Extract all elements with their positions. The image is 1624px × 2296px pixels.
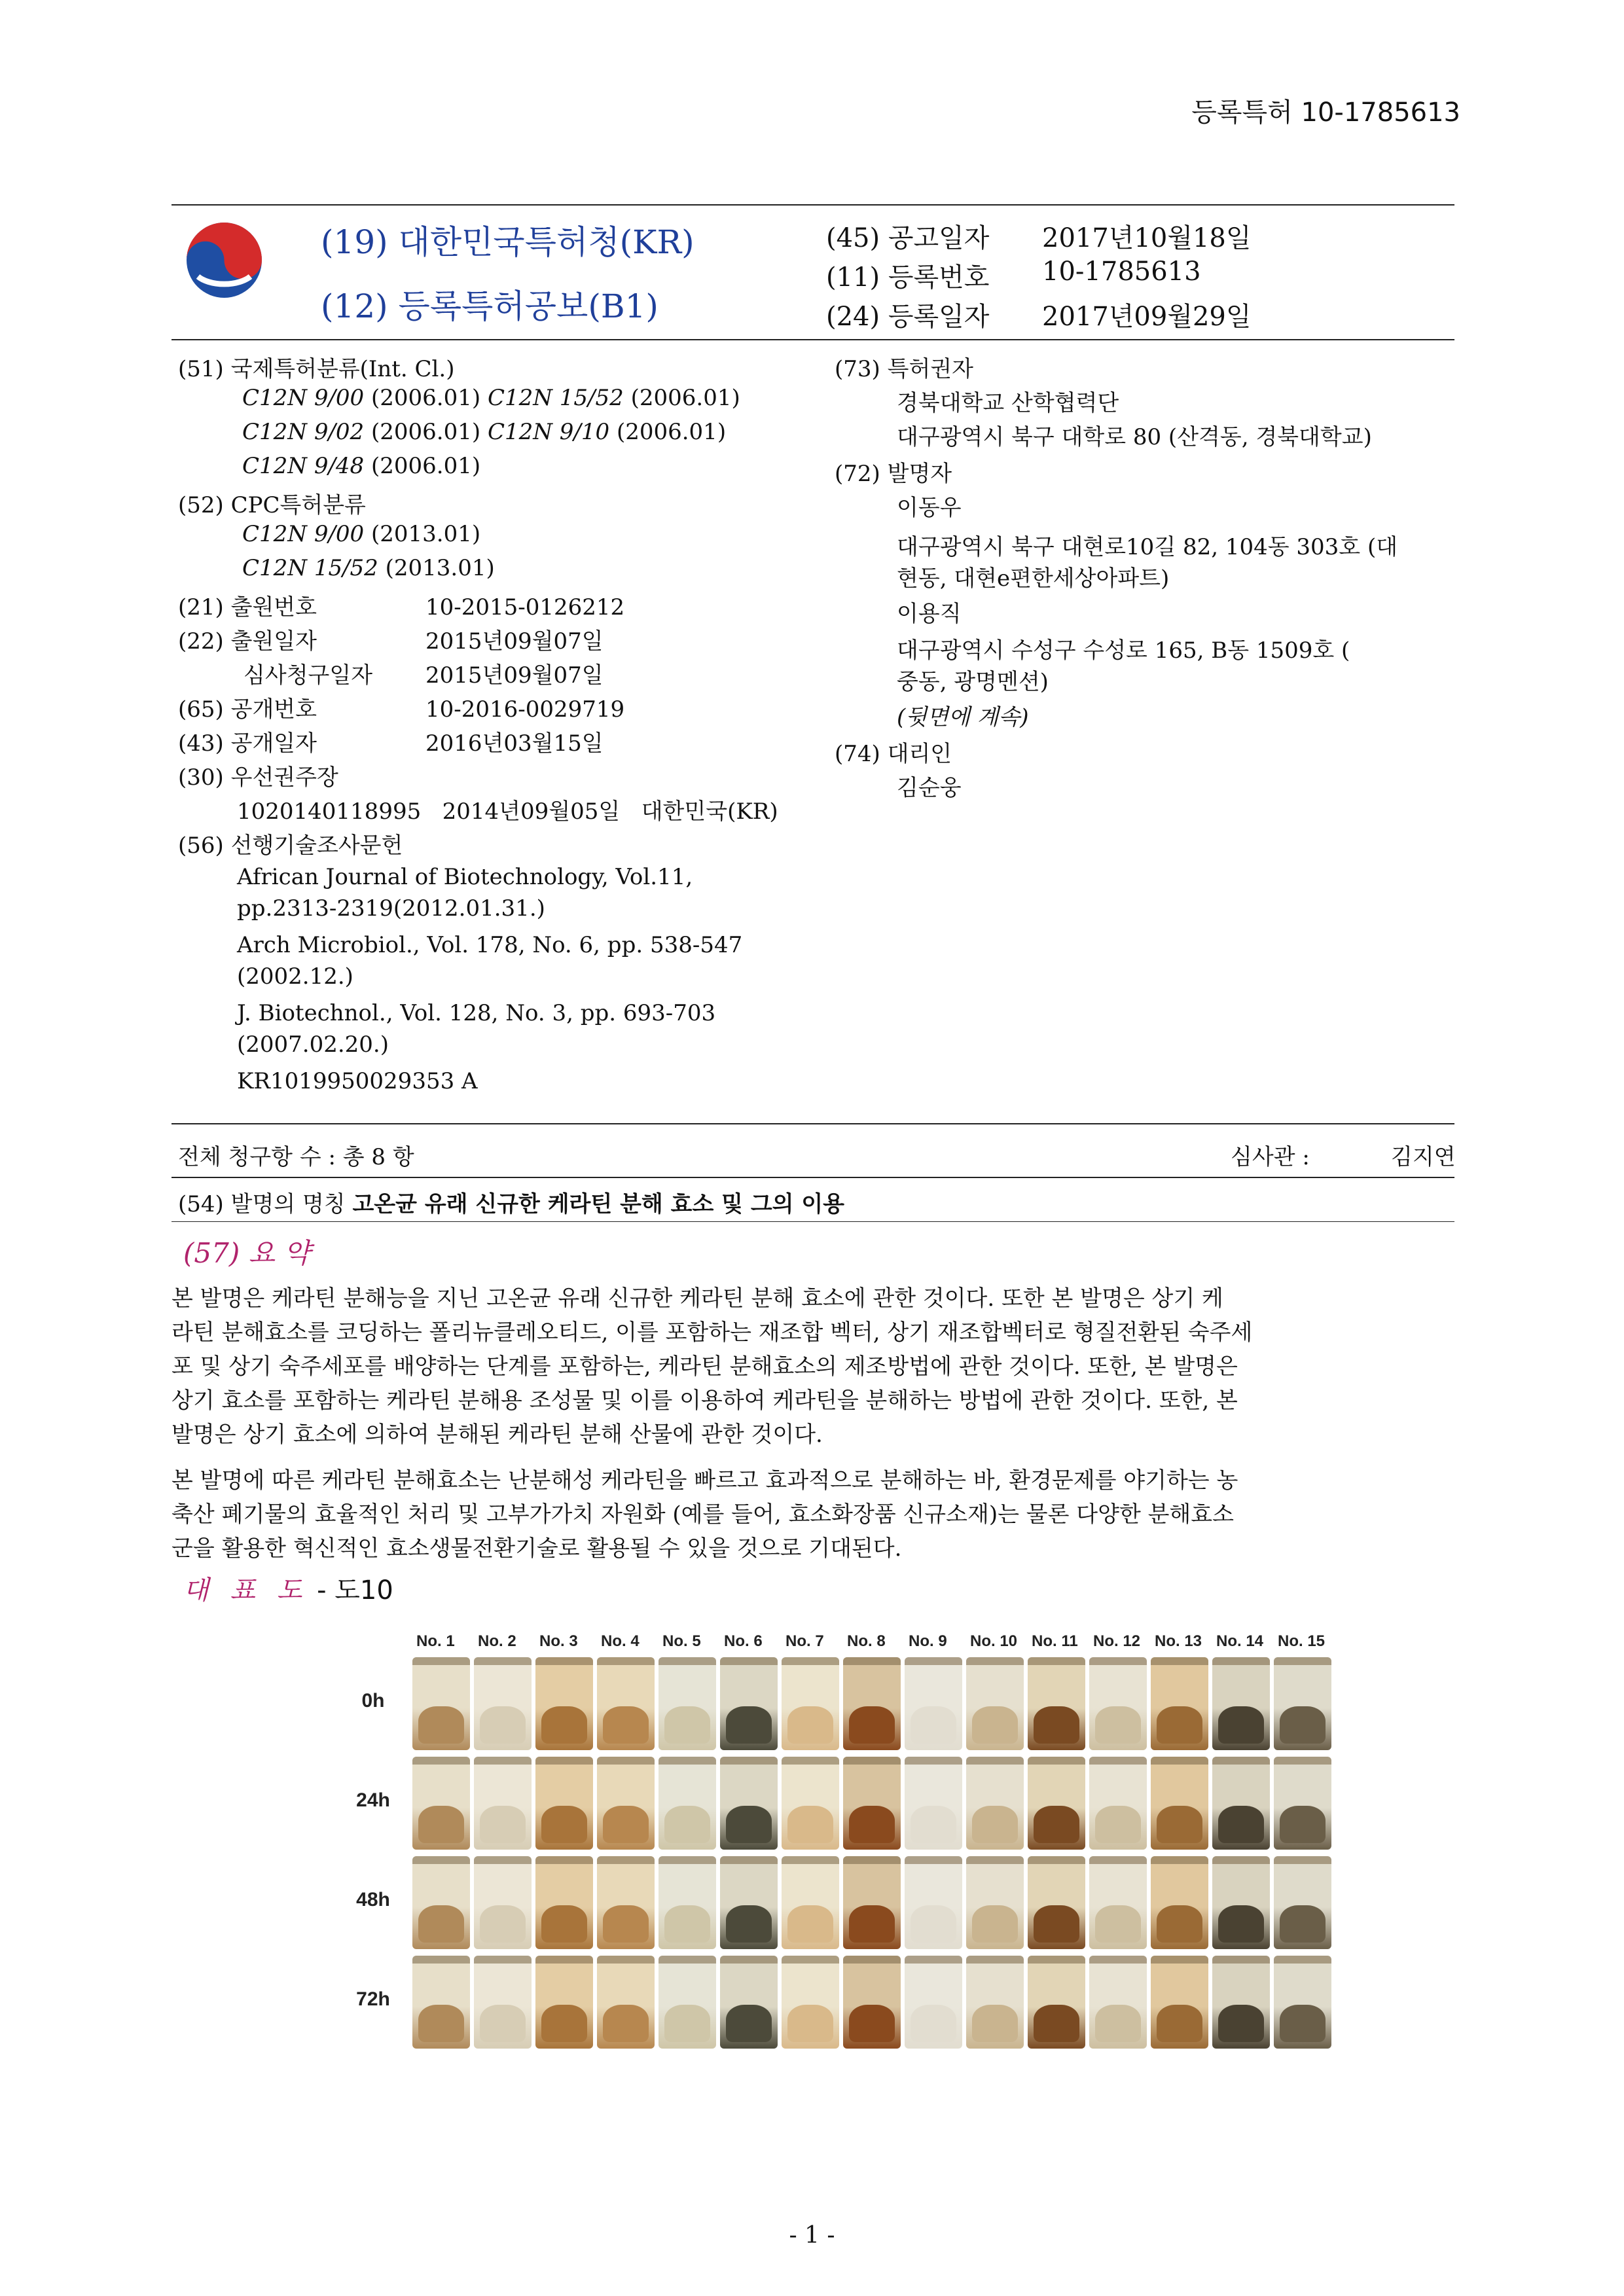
priority-number: 1020140118995 xyxy=(237,798,422,825)
prior-art-ref-2-line-1: Arch Microbiol., Vol. 178, No. 6, pp. 538-547 xyxy=(237,932,743,958)
sample-tube-photo xyxy=(1028,1757,1085,1850)
abstract-line: 라틴 분해효소를 코딩하는 폴리뉴클레오티드, 이를 포함하는 재조합 벡터, 상기 재조합벡터로 형질전환된 숙주세 xyxy=(171,1319,1253,1346)
sample-tube-photo xyxy=(843,1757,901,1850)
pub-row-24 xyxy=(826,296,1252,333)
ipc-date: (2006.01) xyxy=(616,419,727,445)
abstract-line: 상기 효소를 포함하는 케라틴 분해용 조성물 및 이를 이용하여 케라틴을 분해하는 방법에 관한 것이다. 또한, 본 xyxy=(171,1388,1238,1414)
sample-tube-photo xyxy=(474,1856,532,1949)
pub-label: (24) 등록일자 xyxy=(826,302,990,332)
priority-date: 2014년09월05일 xyxy=(442,798,621,825)
sample-tube-photo xyxy=(412,1757,470,1850)
total-claims: 전체 청구항 수 : 총 8 항 xyxy=(178,1144,414,1170)
ipc-date: (2006.01) xyxy=(371,385,481,411)
sample-tube-photo xyxy=(535,1856,593,1949)
claims-top-rule xyxy=(171,1123,1454,1124)
abstract-line: 본 발명은 케라틴 분해능을 지닌 고온균 유래 신규한 케라틴 분해 효소에 관한 것이다. 또한 본 발명은 상기 케 xyxy=(171,1285,1223,1312)
sample-tube-photo xyxy=(720,1657,778,1750)
prior-art-ref-4: KR1019950029353 A xyxy=(237,1068,478,1094)
figure-column-label: No. 10 xyxy=(970,1632,1018,1650)
application-number xyxy=(178,589,624,621)
invention-title-label: (54) 발명의 명칭 xyxy=(178,1191,346,1217)
sample-tube-photo xyxy=(782,1856,839,1949)
field-value: 2015년09월07일 xyxy=(425,662,604,689)
sample-tube-photo xyxy=(1274,1956,1331,2049)
figure-row-label: 72h xyxy=(356,1988,390,2010)
sample-tube-photo xyxy=(843,1856,901,1949)
examiner-name: 김지연 xyxy=(1391,1144,1456,1170)
field-label: (21) 출원번호 xyxy=(178,594,317,620)
figure-column-label: No. 14 xyxy=(1216,1632,1264,1650)
figure-column-label: No. 13 xyxy=(1155,1632,1202,1650)
agent-label: (74) 대리인 xyxy=(835,741,952,767)
owner-name: 경북대학교 산학협력단 xyxy=(897,390,1119,416)
pub-label: (45) 공고일자 xyxy=(826,223,990,253)
sample-tube-photo xyxy=(720,1856,778,1949)
sample-tube-photo xyxy=(905,1856,962,1949)
sample-tube-photo xyxy=(1212,1856,1270,1949)
examiner-label: 심사관 : xyxy=(1231,1144,1310,1170)
sample-tube-photo xyxy=(1089,1956,1147,2049)
inventor-1-name: 이동우 xyxy=(897,495,962,521)
inventor-1-address-line-1: 대구광역시 북구 대현로10길 82, 104동 303호 (대 xyxy=(897,534,1398,560)
sample-tube-photo xyxy=(1212,1956,1270,2049)
figure-row-label: 24h xyxy=(356,1789,390,1811)
application-date xyxy=(178,623,604,655)
inventor-label: (72) 발명자 xyxy=(835,461,952,487)
representative-figure-sep: - xyxy=(317,1575,327,1605)
cpc-label: (52) CPC특허분류 xyxy=(178,492,366,518)
exam-request-date xyxy=(244,657,604,689)
ipc-code: C12N 9/10 xyxy=(487,419,610,445)
ipc-date: (2006.01) xyxy=(371,453,481,479)
pub-value: 2017년10월18일 xyxy=(1042,223,1252,253)
field-value: 10-2015-0126212 xyxy=(425,594,625,620)
representative-figure-value: 도10 xyxy=(334,1575,393,1605)
sample-tube-photo xyxy=(905,1757,962,1850)
figure-column-label: No. 6 xyxy=(724,1632,763,1650)
office-name: (19) 대한민국특허청(KR) xyxy=(321,223,695,261)
invention-title-value: 고온균 유래 신규한 케라틴 분해 효소 및 그의 이용 xyxy=(352,1191,845,1217)
title-rule xyxy=(171,1221,1454,1222)
field-label: (22) 출원일자 xyxy=(178,628,317,655)
sample-tube-photo xyxy=(1212,1757,1270,1850)
priority-label: (30) 우선권주장 xyxy=(178,764,338,791)
sample-tube-photo xyxy=(1089,1757,1147,1850)
sample-tube-photo xyxy=(1151,1757,1208,1850)
pub-row-11 xyxy=(826,257,1201,294)
sample-tube-photo xyxy=(1089,1657,1147,1750)
publication-date xyxy=(178,725,604,757)
abstract-heading: (57) 요 약 xyxy=(183,1237,311,1269)
prior-art-ref-3-line-1: J. Biotechnol., Vol. 128, No. 3, pp. 693-703 xyxy=(237,1000,716,1026)
document-number: 등록특허 10-1785613 xyxy=(1191,98,1460,128)
sample-tube-photo xyxy=(659,1757,716,1850)
sample-tube-photo xyxy=(412,1657,470,1750)
sample-tube-photo xyxy=(1151,1856,1208,1949)
cpc-date: (2013.01) xyxy=(385,555,495,581)
sample-tube-photo xyxy=(1089,1856,1147,1949)
publication-number xyxy=(178,691,624,723)
sample-tube-photo xyxy=(1151,1956,1208,2049)
sample-tube-photo xyxy=(597,1856,655,1949)
figure-column-label: No. 5 xyxy=(662,1632,701,1650)
cpc-code: C12N 15/52 xyxy=(242,555,378,581)
figure-column-label: No. 7 xyxy=(785,1632,824,1650)
top-rule xyxy=(171,204,1454,206)
field-value: 2016년03월15일 xyxy=(425,730,604,757)
figure-row-label: 0h xyxy=(361,1690,385,1712)
sample-tube-photo xyxy=(782,1956,839,2049)
sample-tube-photo xyxy=(1028,1856,1085,1949)
figure-column-label: No. 3 xyxy=(539,1632,578,1650)
abstract-paragraph-2 xyxy=(171,1463,1453,1566)
figure-row-label: 48h xyxy=(356,1889,390,1910)
figure-column-label: No. 2 xyxy=(478,1632,516,1650)
header-rule xyxy=(171,339,1454,340)
abstract-paragraph-1 xyxy=(171,1282,1453,1452)
sample-tube-photo xyxy=(535,1657,593,1750)
sample-tube-photo xyxy=(412,1856,470,1949)
ipc-label: (51) 국제특허분류(Int. Cl.) xyxy=(178,356,455,382)
sample-tube-photo xyxy=(474,1956,532,2049)
ipc-code: C12N 15/52 xyxy=(487,385,624,411)
cpc-date: (2013.01) xyxy=(371,521,481,547)
sample-tube-photo xyxy=(843,1956,901,2049)
sample-tube-photo xyxy=(535,1956,593,2049)
sample-tube-photo xyxy=(966,1757,1024,1850)
sample-tube-photo xyxy=(535,1757,593,1850)
sample-tube-photo xyxy=(720,1956,778,2049)
figure-column-label: No. 12 xyxy=(1093,1632,1141,1650)
figure-column-label: No. 15 xyxy=(1278,1632,1326,1650)
representative-figure xyxy=(183,1570,393,1607)
cpc-row-2 xyxy=(242,555,495,581)
sample-tube-photo xyxy=(905,1956,962,2049)
ipc-row-1 xyxy=(242,385,740,411)
sample-tube-photo xyxy=(1274,1856,1331,1949)
prior-art-ref-1-line-1: African Journal of Biotechnology, Vol.11, xyxy=(237,864,693,890)
prior-art-label: (56) 선행기술조사문헌 xyxy=(178,833,403,859)
sample-tube-photo xyxy=(1151,1657,1208,1750)
pub-label: (11) 등록번호 xyxy=(826,262,990,293)
figure-column-label: No. 9 xyxy=(909,1632,947,1650)
representative-figure-label: 대 표 도 xyxy=(183,1575,309,1605)
inventor-2-address-line-2: 중동, 광명멘션) xyxy=(897,669,1049,695)
prior-art-ref-2-line-2: (2002.12.) xyxy=(237,963,353,990)
figure-column-label: No. 4 xyxy=(601,1632,640,1650)
abstract-line: 포 및 상기 숙주세포를 배양하는 단계를 포함하는, 케라틴 분해효소의 제조방법에 관한 것이다. 또한, 본 발명은 xyxy=(171,1354,1238,1380)
ipc-row-2 xyxy=(242,419,726,445)
abstract-line: 군을 활용한 혁신적인 효소생물전환기술로 활용될 수 있을 것으로 기대된다. xyxy=(171,1535,902,1562)
ipc-code: C12N 9/48 xyxy=(242,453,365,479)
sample-tube-photo xyxy=(474,1757,532,1850)
field-label: (65) 공개번호 xyxy=(178,696,317,723)
agent-name: 김순웅 xyxy=(897,775,962,801)
pub-row-45 xyxy=(826,217,1252,255)
sample-tube-photo xyxy=(1212,1657,1270,1750)
ipc-row-3 xyxy=(242,453,480,479)
abstract-line: 본 발명에 따른 케라틴 분해효소는 난분해성 케라틴을 빠르고 효과적으로 분해하는 바, 환경문제를 야기하는 농 xyxy=(171,1467,1238,1494)
figure-column-label: No. 1 xyxy=(416,1632,455,1650)
figure-column-label: No. 11 xyxy=(1032,1632,1078,1650)
sample-tube-photo xyxy=(782,1757,839,1850)
sample-tube-photo xyxy=(597,1657,655,1750)
owner-address: 대구광역시 북구 대학로 80 (산격동, 경북대학교) xyxy=(897,424,1372,450)
sample-tube-photo xyxy=(474,1657,532,1750)
owner-label: (73) 특허권자 xyxy=(835,356,973,382)
ipc-date: (2006.01) xyxy=(371,419,481,445)
continued-note: (뒷면에 계속) xyxy=(897,704,1029,730)
ipc-code: C12N 9/00 xyxy=(242,385,365,411)
sample-tube-photo xyxy=(659,1657,716,1750)
claims-bottom-rule xyxy=(171,1177,1454,1178)
ipc-date: (2006.01) xyxy=(630,385,740,411)
figure-10-photo-grid xyxy=(340,1628,1342,2054)
inventor-2-address-line-1: 대구광역시 수성구 수성로 165, B동 1509호 ( xyxy=(897,637,1350,664)
priority-claim xyxy=(237,793,778,825)
sample-tube-photo xyxy=(1028,1657,1085,1750)
sample-tube-photo xyxy=(966,1956,1024,2049)
cpc-row-1 xyxy=(242,521,480,547)
figure-column-label: No. 8 xyxy=(847,1632,886,1650)
sample-tube-photo xyxy=(720,1757,778,1850)
sample-tube-photo xyxy=(659,1856,716,1949)
sample-tube-photo xyxy=(966,1657,1024,1750)
publication-kind: (12) 등록특허공보(B1) xyxy=(321,287,659,325)
field-label: (43) 공개일자 xyxy=(178,730,317,757)
sample-tube-photo xyxy=(782,1657,839,1750)
ipc-code: C12N 9/02 xyxy=(242,419,365,445)
prior-art-ref-1-line-2: pp.2313-2319(2012.01.31.) xyxy=(237,895,545,922)
cpc-code: C12N 9/00 xyxy=(242,521,365,547)
sample-tube-photo xyxy=(843,1657,901,1750)
abstract-line: 발명은 상기 효소에 의하여 분해된 케라틴 분해 산물에 관한 것이다. xyxy=(171,1422,823,1448)
sample-tube-photo xyxy=(597,1757,655,1850)
field-value: 10-2016-0029719 xyxy=(425,696,625,723)
inventor-2-name: 이용직 xyxy=(897,601,962,627)
sample-tube-photo xyxy=(1028,1956,1085,2049)
prior-art-ref-3-line-2: (2007.02.20.) xyxy=(237,1031,389,1058)
kipo-taegeuk-logo-icon xyxy=(183,219,265,301)
priority-country: 대한민국(KR) xyxy=(641,798,778,825)
field-value: 2015년09월07일 xyxy=(425,628,604,655)
field-label: 심사청구일자 xyxy=(244,662,373,689)
inventor-1-address-line-2: 현동, 대현e편한세상아파트) xyxy=(897,565,1170,592)
pub-value: 2017년09월29일 xyxy=(1042,302,1252,332)
sample-tube-photo xyxy=(966,1856,1024,1949)
page-number: - 1 - xyxy=(789,2222,835,2249)
invention-title xyxy=(178,1186,844,1218)
sample-tube-photo xyxy=(1274,1657,1331,1750)
pub-value: 10-1785613 xyxy=(1042,257,1201,287)
sample-tube-photo xyxy=(412,1956,470,2049)
sample-tube-photo xyxy=(597,1956,655,2049)
abstract-line: 축산 폐기물의 효율적인 처리 및 고부가가치 자원화 (예를 들어, 효소화장품 신규소재)는 물론 다양한 분해효소 xyxy=(171,1501,1234,1528)
sample-tube-photo xyxy=(1274,1757,1331,1850)
sample-tube-photo xyxy=(905,1657,962,1750)
sample-tube-photo xyxy=(659,1956,716,2049)
